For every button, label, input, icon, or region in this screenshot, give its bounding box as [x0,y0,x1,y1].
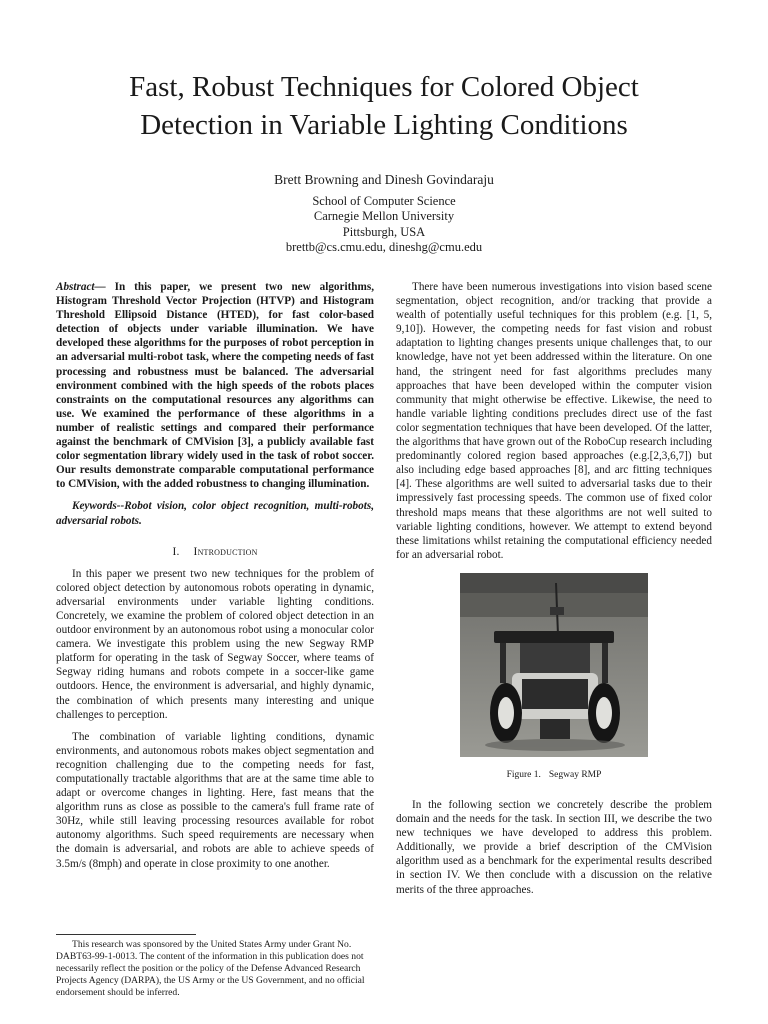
intro-paragraph-2: The combination of variable lighting conditions, dynamic environments, and autonomous robots makes object segmentation and recognition challenging due to the competing needs for fast, computationally tractable algorithms that are at the same time able to adapt or overcome changes in lighting. Here, fast means that the algorithm runs as close as possible to the camera's full frame rate of 30Hz, while still leaving processing resources available for robot autonomy algorithms. Such speed requirements are necessary when the domain is adversarial, and robots are able to achieve speeds of 3.5m/s (8mph) and operate in close proximity to one another. [56,730,374,870]
figure-segway-rmp-photo [460,573,648,757]
abstract [56,280,374,491]
left-column [56,280,374,871]
right-paragraph-1: There have been numerous investigations into vision based scene segmentation, object recognition, and/or tracking that provide a wealth of potentially useful techniques for this problem (e.g. [1, 5, 9,10]). However, the competing needs for fast vision and robust adaptation to lighting changes presents unique challenges that, to our knowledge, have not yet been addressed within the literature. On one hand, the stringent need for fast algorithms precludes many approaches that have been developed within the computer vision community that might otherwise be effective. Likewise, the need to handle variable lighting conditions precludes direct use of the fast color segmentation techniques that have been developed. Of the latter, the algorithms that have grown out of the RoboCup research including predominantly colored region based approaches (e.g.[2,3,6,7]) but also including edge based approaches [8], and arc fitting techniques [4]. These algorithms are well suited to adversarial tasks due to their impressively fast processing speeds. The common use of fixed color threshold maps means that these algorithms are not well suited to variable lighting conditions, however. We attempt to extend beyond these limitations whilst retaining the computational efficiency needed for an adversarial robot. [396,281,712,561]
section-number: I. [172,545,180,558]
figure-1-caption [396,768,712,782]
footnote-divider [56,934,196,935]
abstract-text: In this paper, we present two new algorithms, Histogram Threshold Vector Projection (HTVP) and Histogram Threshold Ellipsoid Distance (HTED), for fast color-based detection of objects under variable illumination. We have developed these algorithms for the purposes of robot perception in an adversarial multi-robot task, where the competing needs of fast processing and robustness must be balanced. The adversarial environment combined with the high speeds of the robots places constraints on the computational resources any algorithms can use. We examined the performance of these algorithms in a number of realistic settings and compared their performance against the benchmark of CMVision [3], a publicly available fast color segmentation library widely used in the task of robot soccer. Our results demonstrate comparable computational performance to CMVision, with the added robustness to changing illumination. [56,281,374,491]
section-title: Introduction [193,545,258,558]
footnote [56,939,374,999]
affiliation-dept: School of Computer Science [312,193,456,208]
segway-rmp-photo [460,573,648,757]
authors: Brett Browning and Dinesh Govindaraju [274,172,494,187]
section-heading-introduction [56,545,374,559]
affiliation-location: Pittsburgh, USA [342,224,426,239]
figure-number: Figure 1. [506,769,541,780]
abstract-label: Abstract— [56,281,106,293]
author-block [60,172,708,256]
right-column [396,280,712,897]
title-line-1: Fast, Robust Techniques for Colored Object [129,71,639,103]
paper-title [60,68,708,144]
footnote-text: This research was sponsored by the United States Army under Grant No. DABT63-99-1-0013. The content of the information in this publication does not necessarily reflect the position or the policy of the Defense Advanced Research Projects Agency (DARPA), the US Army or the US Government, and no official endorsement should be inferred. [56,939,365,998]
title-line-2: Detection in Variable Lighting Conditions [140,109,628,141]
figure-caption-text: Segway RMP [548,769,602,780]
right-paragraph-2: In the following section we concretely describe the problem domain and the needs for the task. In section III, we describe the two new techniques we have developed to address this problem. Additionally, we provide a brief description of the CMVision algorithm used as a benchmark for the experimental results described in section IV. We then conclude with a discussion on the relative merits of the three approaches. [396,798,712,896]
author-emails: brettb@cs.cmu.edu, dineshg@cmu.edu [285,240,483,254]
keywords: Keywords--Robot vision, color object recognition, multi-robots, adversarial robots. [56,500,374,527]
affiliation-university: Carnegie Mellon University [313,209,455,223]
intro-paragraph-1: In this paper we present two new techniques for the problem of colored object detection by autonomous robots operating in dynamic, adversarial environments under variable lighting conditions. Concretely, we examine the problem of colored object detection in an outdoor environment by an autonomous robot using a monocular color camera. We investigate this problem using the new Segway RMP platform for operating in the task of Segway Soccer, where teams of Segway riding humans and robots compete in a soccer-like game outdoors. Hence, the environment is adversarial, and highly dynamic, the combination of which presents many interesting and unique challenges to perception. [56,567,374,721]
